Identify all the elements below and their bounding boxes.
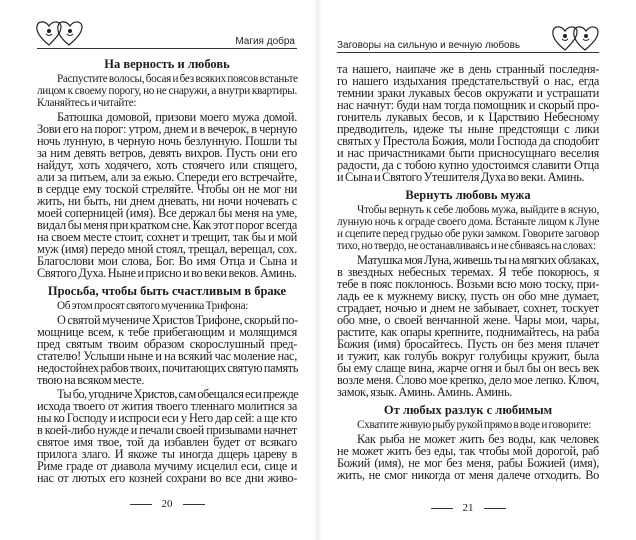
text-line: исхода твоего от жития твоего тленнаго молитися за (37, 399, 297, 413)
text-line: Как рыба не может жить без воды, как человек (357, 432, 599, 446)
text-line: Благослови мои слова, Бог. Во имя Отца и Сына и (37, 254, 297, 268)
text-line: ночь лунную, в черную ночь безлунную. Пошли ты (37, 134, 297, 148)
text-line: муж (имя) передо мной стоял, трещал, верещал, сох. (37, 242, 297, 256)
text-line: радости, да с тобою купно удостоимся славити Отца (337, 158, 599, 172)
text-line: тихо, но твердо, не останавливаясь и не сбиваясь на словах: (337, 240, 596, 252)
instruction-paragraph (337, 419, 599, 431)
section-heading: От любых разлук с любимым (383, 403, 553, 417)
text-line: замок, язык. Аминь. Аминь. Аминь. (337, 385, 513, 399)
text-line: темнии зраки лукавых бесов окружати и устрашати (337, 86, 599, 100)
text-line: Батюшка домовой, призови моего мужа домой. (57, 110, 297, 124)
text-line: тебе в пояс поклонюсь. Возьми всю мою тоску, при- (337, 277, 599, 291)
text-line: ны ко Господу и испроси еси у Него дар сей: а ще кто (37, 411, 297, 425)
text-line: обо мне, о своей венчанной жене. Чары мои, чары, (337, 313, 599, 327)
text-line: растите, как опары крепните, поднимайтесь, на раба (337, 325, 599, 339)
text-line: бы ему слаще вина, жарче огня и был бы он весь век (337, 361, 599, 375)
text-line: Ты бо, угодниче Христов, сам обещался еси прежде (57, 387, 299, 401)
prayer-paragraph (337, 433, 599, 481)
instruction-paragraph (37, 73, 297, 109)
text-line: моей соперницей (имя). Все держал бы меня на уме, (37, 206, 297, 220)
page-number: 21 (337, 502, 599, 514)
text-line: Кланяйтесь и читайте: (37, 97, 137, 109)
page-body (337, 61, 599, 481)
text-line: страдает, ночью и днем не забывает, сохнет, тоскует (337, 301, 599, 315)
text-line: Риме граде от диавола мучиму исцелил еси, сице и (37, 459, 297, 473)
text-line: прилога злаго. И якоже ты иногда дщерь цареву в (37, 447, 297, 461)
instruction-paragraph (337, 204, 599, 252)
text-line: не может жить без еды, так чтобы мой дорогой, раб (337, 444, 599, 458)
text-line: Схватите живую рыбу рукой прямо в воде и говорите: (357, 419, 592, 431)
text-line: найдут, хоть ходячего, хоть стоячего или спящего, (37, 158, 297, 172)
text-line: нас от лютых его козней сохрани во все дни живо- (37, 471, 297, 485)
text-line: та нашего, наипаче же в день странный последня- (337, 62, 599, 76)
text-line: Святого Духа. Ныне и присно и во веки веков. Аминь. (37, 266, 297, 280)
prayer-paragraph (37, 314, 297, 386)
page-body (37, 57, 297, 484)
instruction-paragraph (37, 300, 297, 312)
section-heading: На верность и любовь (104, 57, 230, 71)
text-line: Об этом просят святого мученика Трифона: (57, 300, 249, 312)
prayer-paragraph (337, 63, 599, 183)
text-line: возле меня. Слово мое крепко, дело мое лепко. Ключ, (337, 373, 599, 387)
text-line: святых у Престола Божия, моли Господа да сподобит (337, 134, 599, 148)
text-line: лунную ночь к ограде своего дома. Встаньте лицом к Луне (337, 216, 599, 228)
text-line: Божия (имя) бросайтесь. Пусть он без меня плачет (337, 337, 599, 351)
text-line: видал бы меня при кратком сне. Как этот порог всегда (37, 218, 297, 232)
prayer-paragraph (37, 111, 297, 279)
text-line: Распустите волосы, босая и без всяких поясов встаньте (57, 73, 298, 85)
page-number: 20 (37, 498, 297, 510)
prayer-paragraph (337, 254, 599, 398)
text-line: стателю! Услыши ныне и на всякий час моление нас, (37, 349, 297, 363)
text-line: ладь ее к мужнему виску, пусть он обо мне думает, (337, 289, 599, 303)
text-line: на своем месте стоит, сохнет и трещит, так бы и мой (37, 230, 297, 244)
text-line: за ним девять ветров, девять вихров. Пусть они его (37, 146, 297, 160)
text-line: Зови его на порог: утром, днем и в вечерок, в черную (37, 122, 297, 136)
text-line: мощнице всем, к тебе прибегающим и молящимся (37, 325, 297, 339)
text-line: святое имя твое, той да избавлен будет от всякаго (37, 435, 297, 449)
text-line: О святой мучениче Христов Трифоне, скорый по- (57, 313, 298, 327)
text-line: твою на всяком месте. (37, 373, 145, 387)
text-line: го нашего издыхания предстательствуй о нас, егда (337, 74, 599, 88)
running-header (37, 34, 297, 49)
text-line: и нас причастниками быти присносущнаго веселия (337, 146, 599, 160)
text-line: и Сына и Святого Утешителя Духа во веки. Аминь. (337, 170, 585, 184)
prayer-paragraph (37, 388, 297, 484)
text-line: в сердце ему тоской стреляйте. Чтобы он не мог ни (37, 182, 297, 196)
section-heading: Вернуть любовь мужа (405, 188, 531, 202)
text-line: лицом к своему порогу, но не снаружи, а внутри квартиры. (37, 85, 297, 97)
text-line: нас начнут: буди нам тогда помощник и скорый про- (337, 98, 599, 112)
running-header-title: Заговоры на сильную и вечную любовь (337, 40, 521, 51)
running-header-title: Магия добра (235, 36, 295, 47)
text-line: и сцепите перед грудью обе руки замком. Говорите заговор (337, 228, 599, 240)
text-line: предводитель, идеже ты ныне предстоящи с лики (337, 122, 599, 136)
text-line: али за питьем, али за ежью. Спереди его встречайте, (37, 170, 297, 184)
book-gutter (314, 0, 322, 540)
text-line: и тужит, как голубь вокруг голубицы кружит, была (337, 349, 599, 363)
text-line: Божий (имя), не мог без меня, рабы Божией (имя), (337, 456, 599, 470)
text-line: жить, ни быть, ни днем дневать, ни ночи ночевать с (37, 194, 297, 208)
text-line: Чтобы вернуть к себе любовь мужа, выйдите в ясную, (357, 204, 599, 216)
text-line: жить, не смог никогда от меня далече отходить. Во (337, 468, 599, 482)
text-line: пред святым твоим образом скорослушный пред- (37, 337, 297, 351)
text-line: гонитель лукавых бесов, и к Царствию Небесному (337, 110, 599, 124)
text-line: Матушка моя Луна, живешь ты на мягких облаках, (357, 253, 599, 267)
section-heading: Просьба, чтобы быть счастливым в браке (47, 284, 287, 298)
text-line: в коей-либо нужде и печали своей призывами начнет (37, 423, 297, 437)
running-header (337, 38, 599, 53)
text-line: недостойнех рабов твоих, почитающих святую память (37, 361, 298, 375)
text-line: в звездных небесных теремах. Я тебе покорюсь, я (337, 265, 599, 279)
